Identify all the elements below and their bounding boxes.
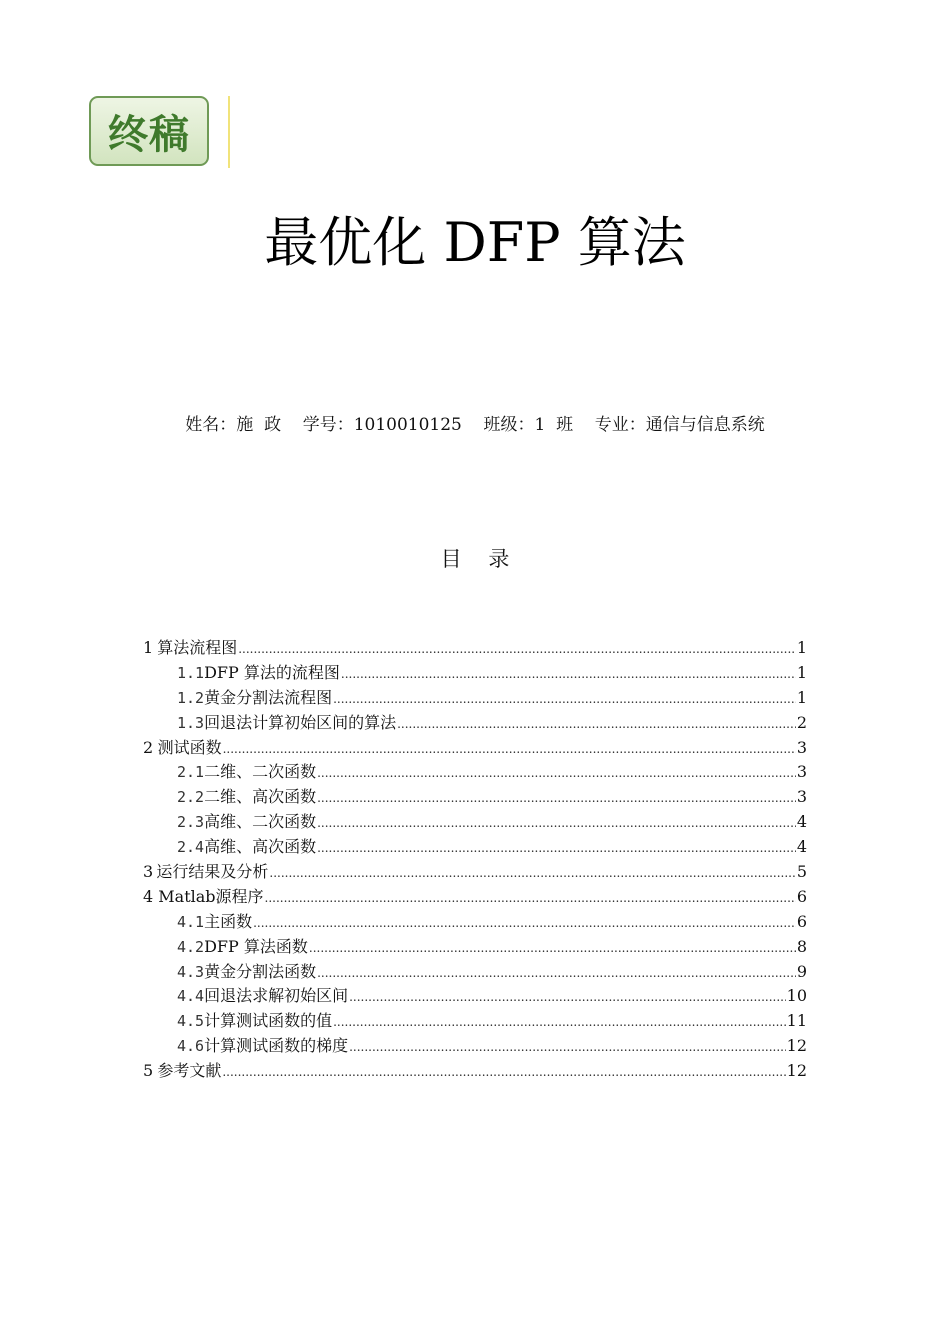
toc-dot-leader: [333, 1010, 786, 1035]
toc-entry[interactable]: [143, 736, 807, 761]
toc-entry[interactable]: [143, 835, 807, 860]
toc-entry-page: 3: [796, 762, 807, 782]
toc-entry-number: 4.6: [177, 1037, 205, 1056]
toc-dot-leader: [222, 1060, 785, 1085]
toc-entry-number: 2.4: [177, 838, 205, 857]
toc-entry-number: 2.2: [177, 788, 205, 807]
toc-entry[interactable]: [143, 1034, 807, 1059]
toc-entry-label: 主函数: [204, 911, 253, 931]
toc-entry-label: DFP 算法的流程图: [204, 662, 340, 682]
toc-entry-number: 1.3: [177, 713, 205, 732]
author-info-line: 姓名：施 政 学号：1010010125 班级：1 班 专业：通信与信息系统: [185, 415, 765, 435]
toc-entry[interactable]: [143, 935, 807, 960]
toc-entry-label: 黄金分割法流程图: [204, 687, 333, 707]
toc-entry-label: 运行结果及分析: [156, 862, 269, 882]
toc-entry-number: 4.4: [177, 987, 205, 1006]
toc-entry-number: 2: [143, 737, 154, 757]
toc-entry-page: 1: [796, 662, 807, 682]
toc-entry[interactable]: [143, 860, 807, 885]
toc-entry-number: 3: [143, 862, 154, 882]
toc-entry-page: 5: [796, 862, 807, 882]
toc-entry-label: DFP 算法函数: [204, 936, 308, 956]
toc-entry-number: 1.1: [177, 663, 205, 682]
toc-entry-page: 2: [796, 712, 807, 732]
toc-dot-leader: [317, 961, 796, 986]
toc-entry[interactable]: [143, 810, 807, 835]
toc-entry-page: 6: [796, 886, 807, 906]
toc-entry-label: 高维、高次函数: [204, 837, 317, 857]
toc-entry-page: 12: [786, 1036, 807, 1056]
toc-dot-leader: [309, 936, 796, 961]
toc-entry[interactable]: [143, 960, 807, 985]
toc-entry-page: 4: [796, 812, 807, 832]
toc-entry-label: 回退法计算初始区间的算法: [204, 712, 397, 732]
toc-entry-label: 黄金分割法函数: [204, 961, 317, 981]
toc-entry-page: 8: [796, 936, 807, 956]
toc-entry-page: 12: [786, 1061, 807, 1081]
toc-entry-label: 回退法求解初始区间: [204, 986, 349, 1006]
toc-entry-number: 1: [143, 638, 154, 657]
toc-dot-leader: [223, 737, 796, 762]
toc-entry-label: 高维、二次函数: [204, 812, 317, 832]
toc-dot-leader: [397, 712, 796, 737]
final-draft-stamp: [89, 96, 209, 166]
toc-entry[interactable]: [143, 711, 807, 736]
toc-dot-leader: [349, 1035, 786, 1060]
toc-entry-page: 6: [796, 911, 807, 931]
toc-entry[interactable]: [143, 760, 807, 785]
toc-dot-leader: [317, 761, 796, 786]
toc-heading: 目 录: [440, 547, 510, 571]
stamp-text: 终稿: [108, 111, 190, 158]
toc-entry-number: 4.2: [177, 937, 205, 956]
toc-entry[interactable]: [143, 661, 807, 686]
toc-dot-leader: [317, 811, 796, 836]
toc-entry-number: 4.1: [177, 912, 205, 931]
toc-entry-label: 二维、高次函数: [204, 787, 317, 807]
toc-entry-page: 1: [796, 687, 807, 707]
toc-entry-page: 3: [796, 737, 807, 757]
toc-entry[interactable]: [143, 1009, 807, 1034]
toc-entry-number: 4 Matlab: [143, 886, 216, 906]
toc-entry-number: 5: [143, 1061, 154, 1081]
toc-entry-page: 11: [786, 1011, 807, 1031]
toc-entry-label: 二维、二次函数: [204, 762, 317, 782]
toc-dot-leader: [333, 687, 796, 712]
toc-entry[interactable]: [143, 1059, 807, 1084]
toc-dot-leader: [253, 911, 796, 936]
toc-dot-leader: [265, 886, 796, 911]
toc-entry[interactable]: [143, 984, 807, 1009]
toc-entry[interactable]: [143, 636, 807, 661]
toc-entry-page: 4: [796, 837, 807, 857]
toc-entry-page: 1: [796, 638, 807, 657]
stamp-divider: [228, 96, 230, 168]
toc-entry-page: 9: [796, 961, 807, 981]
toc-dot-leader: [349, 985, 786, 1010]
toc-dot-leader: [238, 637, 796, 662]
document-title: 最优化 DFP 算法: [264, 211, 686, 274]
toc-dot-leader: [341, 662, 796, 687]
toc-entry-label: 算法流程图: [157, 638, 238, 657]
toc-dot-leader: [317, 786, 796, 811]
toc-dot-leader: [317, 836, 796, 861]
toc-entry-label: 测试函数: [157, 737, 222, 757]
toc-entry[interactable]: [143, 785, 807, 810]
toc-entry-page: 10: [786, 986, 807, 1006]
toc-dot-leader: [269, 861, 795, 886]
toc-entry[interactable]: [143, 910, 807, 935]
toc-entry-label: 参考文献: [157, 1061, 222, 1081]
toc-entry-number: 2.3: [177, 813, 205, 832]
toc-entry-page: 3: [796, 787, 807, 807]
toc-entry[interactable]: [143, 686, 807, 711]
table-of-contents: [143, 636, 807, 1084]
toc-entry-number: 2.1: [177, 763, 205, 782]
toc-entry-number: 1.2: [177, 688, 205, 707]
toc-entry-number: 4.5: [177, 1012, 205, 1031]
toc-entry[interactable]: [143, 885, 807, 910]
toc-entry-label: 计算测试函数的梯度: [204, 1036, 349, 1056]
toc-entry-label: 源程序: [215, 886, 264, 906]
toc-entry-number: 4.3: [177, 962, 205, 981]
toc-entry-label: 计算测试函数的值: [204, 1011, 333, 1031]
